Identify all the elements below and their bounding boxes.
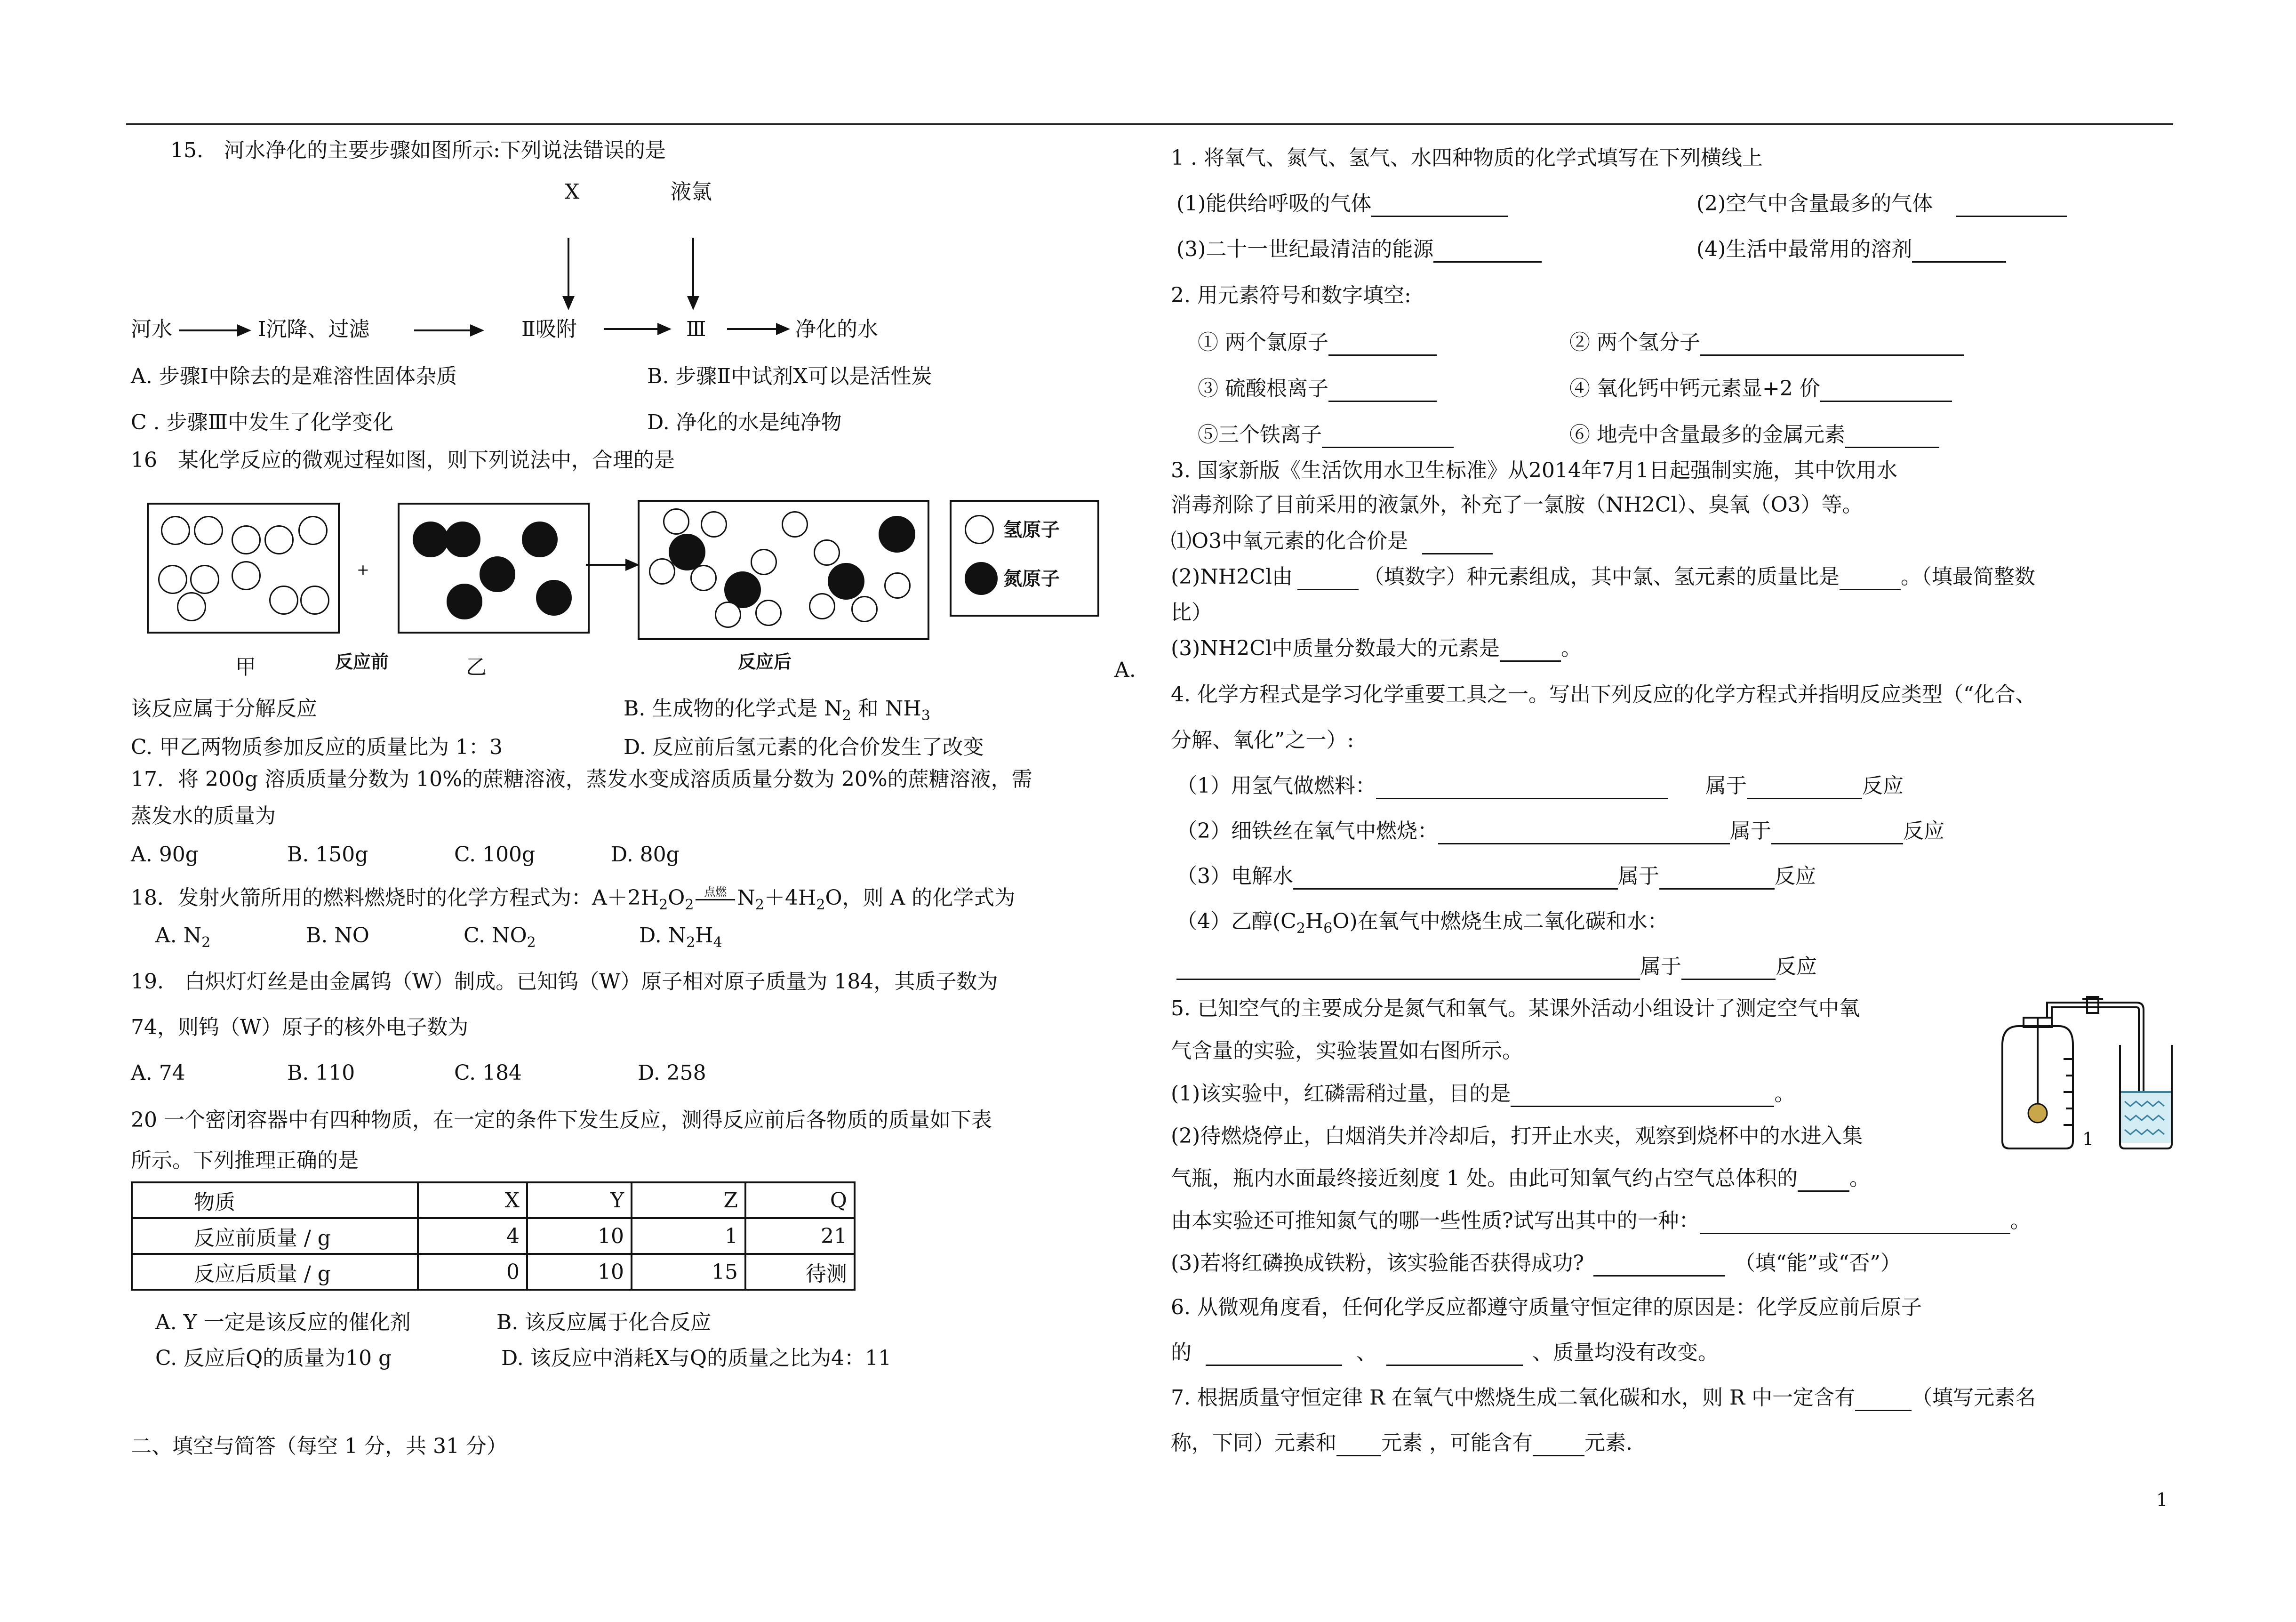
- q18-condition: 点燃: [696, 885, 735, 900]
- q16-label-yi: 乙: [466, 655, 487, 679]
- q16-option-a: 该反应属于分解反应: [131, 697, 317, 721]
- q5-scale-mark-1: 1: [2082, 1129, 2094, 1149]
- hydrogen-atom: [161, 516, 190, 545]
- answer-blank[interactable]: [1206, 1344, 1342, 1366]
- q17-line2: 蒸发水的质量为: [131, 804, 276, 828]
- r-q1-p3: (3)二十一世纪最清洁的能源: [1176, 236, 1542, 263]
- hydrogen-atom: [264, 525, 294, 554]
- hydrogen-atom: [300, 586, 329, 615]
- answer-blank[interactable]: [1336, 1434, 1381, 1456]
- table-cell: 0: [418, 1254, 527, 1290]
- q15-option-c: C . 步骤Ⅲ中发生了化学变化: [131, 410, 394, 434]
- table-row: [132, 1254, 855, 1290]
- r-q5-p3: (3)若将红磷换成铁粉，该实验能否获得成功? （填“能”或“否”）: [1171, 1250, 1901, 1277]
- table-cell: 反应后质量 / g: [132, 1254, 418, 1290]
- hydrogen-atom: [232, 525, 261, 554]
- answer-blank[interactable]: [1322, 426, 1454, 448]
- hydrogen-atom: [782, 511, 808, 538]
- q18-option-c: C. $NO_2$: [464, 923, 536, 951]
- answer-blank[interactable]: [1433, 241, 1542, 263]
- answer-blank[interactable]: [1820, 380, 1952, 402]
- q16-label-before: 反应前: [335, 651, 389, 672]
- hydrogen-atom: [715, 602, 741, 628]
- hydrogen-atom: [701, 511, 727, 538]
- r-q2-p6: ⑥ 地壳中含量最多的金属元素: [1569, 422, 1939, 448]
- q17-option-c: C. 100g: [454, 843, 536, 867]
- arrow-down-chlorine: [692, 238, 694, 307]
- q15-reagent-chlorine: 液氯: [671, 180, 712, 204]
- flow-arrow-3: [604, 328, 670, 330]
- q16-product-box: [638, 500, 929, 640]
- nitrogen-atom: [828, 563, 864, 600]
- answer-blank[interactable]: [1293, 867, 1618, 890]
- table-cell: 4: [418, 1218, 527, 1254]
- section-2-heading: 二、填空与简答（每空 1 分，共 31 分）: [131, 1434, 507, 1458]
- answer-blank[interactable]: [1956, 195, 2067, 217]
- hydrogen-atom: [649, 558, 675, 585]
- nitrogen-atom: [445, 522, 480, 557]
- q18-stem: 18．发射火箭所用的燃料燃烧时的化学方程式为：$A+2H_2O_2$点燃 $N_2+4H_2O$，则 A 的化学式为: [131, 885, 1016, 913]
- q19-option-a: A. 74: [131, 1061, 185, 1085]
- r-q3-p2: (2)NH2Cl由 （填数字）种元素组成，其中氯、氢元素的质量比是 。（填最简整数: [1171, 564, 2035, 590]
- hydrogen-atom: [298, 516, 328, 545]
- r-q2-p2: ② 两个氢分子: [1569, 329, 1964, 356]
- q19-line1: 19. 白炽灯灯丝是由金属钨（W）制成。已知钨（W）原子相对原子质量为 184，其质子数为: [131, 970, 998, 994]
- r-q5-p2a: (2)待燃烧停止，白烟消失并冷却后，打开止水夹，观察到烧杯中的水进入集: [1171, 1124, 1863, 1148]
- answer-blank[interactable]: [1700, 1212, 2010, 1234]
- flow-arrow-4: [727, 328, 788, 330]
- q15-step3: Ⅲ: [686, 317, 706, 341]
- q17-option-b: B. 150g: [287, 843, 368, 867]
- nitrogen-atom: [536, 580, 572, 616]
- q16-option-a-marker: A.: [1114, 658, 1136, 682]
- q16-option-c: C. 甲乙两物质参加反应的质量比为 1：3: [131, 735, 503, 759]
- hydrogen-atom: [755, 600, 782, 626]
- hydrogen-atom-legend: [965, 515, 994, 544]
- q18-option-a: A. $N_2$: [155, 923, 211, 951]
- r-q4-p3: （3）电解水 属于 反应: [1176, 863, 1816, 890]
- hydrogen-atom: [194, 516, 223, 545]
- answer-blank[interactable]: [1328, 334, 1437, 356]
- table-cell: 反应前质量 / g: [132, 1218, 418, 1254]
- nitrogen-atom: [480, 556, 515, 592]
- answer-blank[interactable]: [1533, 1434, 1584, 1456]
- table-cell: 待测: [745, 1254, 855, 1290]
- nitrogen-atom-legend: [965, 562, 998, 595]
- r-q3-line1: 3. 国家新版《生活饮用水卫生标准》从2014年7月1日起强制实施，其中饮用水: [1171, 458, 1897, 482]
- answer-blank[interactable]: [1176, 958, 1640, 980]
- hydrogen-atom: [884, 572, 911, 599]
- hydrogen-atom: [190, 565, 219, 594]
- q18-option-d: D. $N_2H_4$: [639, 923, 722, 951]
- answer-blank[interactable]: [1511, 1085, 1774, 1107]
- table-cell: 10: [527, 1218, 632, 1254]
- answer-blank[interactable]: [1297, 568, 1359, 590]
- r-q1-p2: (2)空气中含量最多的气体: [1696, 191, 2067, 217]
- nitrogen-atom: [522, 522, 558, 557]
- answer-blank[interactable]: [1700, 334, 1964, 356]
- q16-reaction-arrow: [586, 564, 638, 566]
- answer-blank[interactable]: [1386, 1344, 1523, 1366]
- legend-hydrogen: 氢原子: [1003, 519, 1060, 541]
- q20-line2: 所示。下列推理正确的是: [131, 1148, 359, 1172]
- r-q4-line2: 分解、氧化”之一）:: [1171, 728, 1354, 752]
- table-header-row: [132, 1182, 855, 1218]
- red-phosphorus: [2028, 1104, 2047, 1123]
- q20-option-b: B. 该反应属于化合反应: [496, 1310, 712, 1334]
- q19-option-b: B. 110: [287, 1061, 355, 1085]
- r-q5-p2c: 由本实验还可推知氮气的哪一些性质?试写出其中的一种： 。: [1171, 1208, 2031, 1234]
- q20-mass-table: [131, 1181, 856, 1291]
- r-q1-p4: (4)生活中最常用的溶剂: [1696, 236, 2006, 263]
- q16-reactant-jia-box: [147, 503, 340, 634]
- arrow-down-x: [568, 238, 569, 307]
- r-q2-p1: ① 两个氯原子: [1198, 329, 1437, 356]
- q20-option-c: C. 反应后Q的质量为10 g: [155, 1346, 392, 1370]
- nitrogen-atom: [879, 516, 915, 553]
- answer-blank[interactable]: [1328, 380, 1437, 402]
- r-q6-line2: 的 、 、质量均没有改变。: [1171, 1340, 1719, 1366]
- hydrogen-atom: [809, 593, 835, 619]
- r-q4-p2: （2）细铁丝在氧气中燃烧： 属于 反应: [1176, 818, 1944, 844]
- q18-option-b: B. NO: [306, 923, 369, 948]
- table-cell: 1: [632, 1218, 745, 1254]
- q20-option-a: A. Y 一定是该反应的催化剂: [155, 1310, 411, 1334]
- q19-option-c: C. 184: [454, 1061, 522, 1085]
- legend-nitrogen: 氮原子: [1003, 568, 1060, 590]
- q15-reagent-x: X: [565, 180, 580, 204]
- r-q5-p1: (1)该实验中，红磷需稍过量，目的是 。: [1171, 1081, 1795, 1107]
- answer-blank[interactable]: [1422, 532, 1493, 554]
- page-number: 1: [2156, 1489, 2168, 1510]
- q15-step2: Ⅱ吸附: [521, 317, 577, 341]
- hydrogen-atom: [663, 508, 689, 535]
- r-q4-p1: （1）用氢气做燃料： 属于 反应: [1176, 773, 1904, 799]
- hydrogen-atom: [690, 565, 717, 591]
- r-q6-line1: 6. 从微观角度看，任何化学反应都遵守质量守恒定律的原因是：化学反应前后原子: [1171, 1295, 1922, 1319]
- q17-option-a: A. 90g: [131, 843, 199, 867]
- top-rule: [126, 123, 2173, 125]
- r-q5-p2b: 气瓶，瓶内水面最终接近刻度 1 处。由此可知氧气约占空气总体积的 。: [1171, 1165, 1870, 1192]
- table-header-cell: Z: [632, 1182, 745, 1218]
- table-cell: 10: [527, 1254, 632, 1290]
- r-q2-p4: ④ 氧化钙中钙元素显+2 价: [1569, 376, 1952, 402]
- table-row: [132, 1218, 855, 1254]
- table-cell: 15: [632, 1254, 745, 1290]
- r-q3-line2: 消毒剂除了目前采用的液氯外，补充了一氯胺（NH2Cl）、臭氧（O3）等。: [1171, 493, 1863, 517]
- q15-stem: 15. 河水净化的主要步骤如图所示:下列说法错误的是: [170, 138, 666, 162]
- r-q3-p2-cont: 比）: [1171, 601, 1212, 625]
- table-header-cell: Y: [527, 1182, 632, 1218]
- r-q7-line2: 称，下同）元素和 元素 ，可能含有 元素.: [1171, 1430, 1632, 1456]
- q16-legend-box: [950, 500, 1099, 617]
- q15-option-a: A. 步骤Ⅰ中除去的是难溶性固体杂质: [131, 364, 457, 388]
- q15-option-b: B. 步骤Ⅱ中试剂X可以是活性炭: [647, 364, 932, 388]
- r-q4-line1: 4. 化学方程式是学习化学重要工具之一。写出下列反应的化学方程式并指明反应类型（“化合、: [1171, 683, 2036, 707]
- q15-clean-water: 净化的水: [795, 317, 878, 341]
- q16-stem: 16 某化学反应的微观过程如图，则下列说法中，合理的是: [131, 448, 675, 472]
- answer-blank[interactable]: [1500, 640, 1561, 662]
- table-header-cell: 物质: [132, 1182, 418, 1218]
- answer-blank[interactable]: [1681, 958, 1776, 980]
- q19-line2: 74，则钨（W）原子的核外电子数为: [131, 1015, 469, 1039]
- flow-arrow-2: [414, 329, 482, 331]
- q15-step1: Ⅰ沉降、过滤: [258, 317, 370, 341]
- q19-option-d: D. 258: [638, 1061, 706, 1085]
- r-q2-p5: ⑤三个铁离子: [1198, 422, 1454, 448]
- answer-blank[interactable]: [1840, 568, 1901, 590]
- answer-blank[interactable]: [1438, 822, 1730, 844]
- r-q3-p3: (3)NH2Cl中质量分数最大的元素是 。: [1171, 635, 1582, 662]
- hydrogen-atom: [232, 561, 261, 590]
- q16-label-jia: 甲: [235, 655, 256, 679]
- hydrogen-atom: [751, 549, 777, 575]
- answer-blank[interactable]: [1376, 777, 1668, 799]
- nitrogen-atom: [447, 584, 482, 619]
- hydrogen-atom: [177, 592, 206, 621]
- table-cell: 21: [745, 1218, 855, 1254]
- q17-line1: 17．将 200g 溶质质量分数为 10%的蔗糖溶液，蒸发水变成溶质质量分数为 20%的蔗糖溶液，需: [131, 767, 1032, 791]
- q16-plus: +: [357, 561, 369, 578]
- table-header-cell: Q: [745, 1182, 855, 1218]
- answer-blank[interactable]: [1747, 777, 1862, 799]
- q16-option-d: D. 反应前后氢元素的化合价发生了改变: [624, 735, 984, 759]
- answer-blank[interactable]: [1659, 867, 1775, 890]
- q20-option-d: D. 该反应中消耗X与Q的质量之比为4：11: [501, 1346, 892, 1370]
- hydrogen-atom: [814, 539, 840, 566]
- q15-river: 河水: [131, 317, 172, 341]
- r-q1-stem: 1 . 将氧气、氮气、氢气、水四种物质的化学式填写在下列横线上: [1171, 146, 1763, 170]
- q20-line1: 20 一个密闭容器中有四种物质，在一定的条件下发生反应，测得反应前后各物质的质量如下表: [131, 1108, 992, 1132]
- r-q1-p1: (1)能供给呼吸的气体: [1176, 191, 1508, 217]
- answer-blank[interactable]: [1855, 1389, 1912, 1411]
- r-q2-p3: ③ 硫酸根离子: [1198, 376, 1437, 402]
- q15-option-d: D. 净化的水是纯净物: [647, 410, 842, 434]
- q16-option-b: B. 生成物的化学式是 $N_2$ 和 $NH_3$: [624, 697, 930, 724]
- r-q2-stem: 2. 用元素符号和数字填空:: [1171, 283, 1411, 307]
- table-header-cell: X: [418, 1182, 527, 1218]
- nitrogen-atom: [413, 522, 448, 557]
- q16-reactant-yi-box: [398, 503, 590, 634]
- hydrogen-atom: [851, 596, 878, 622]
- answer-blank[interactable]: [1798, 1170, 1849, 1192]
- answer-blank[interactable]: [1845, 426, 1939, 448]
- r-q4-p4: （4）乙醇$(C_2H_6O)$在氧气中燃烧生成二氧化碳和水：: [1176, 909, 1668, 937]
- r-q5-line1: 5. 已知空气的主要成分是氮气和氧气。某课外活动小组设计了测定空气中氧: [1171, 996, 1860, 1020]
- q17-option-d: D. 80g: [611, 843, 680, 867]
- flow-arrow-1: [179, 329, 249, 331]
- r-q5-line2: 气含量的实验，实验装置如右图所示。: [1171, 1039, 1523, 1063]
- r-q7-line1: 7. 根据质量守恒定律 R 在氧气中燃烧生成二氧化碳和水，则 R 中一定含有 （填写元素名: [1171, 1385, 2036, 1411]
- hydrogen-atom: [158, 565, 187, 594]
- answer-blank[interactable]: [1371, 195, 1508, 217]
- q16-label-after: 反应后: [738, 651, 792, 672]
- answer-blank[interactable]: [1771, 822, 1903, 844]
- answer-blank[interactable]: [1593, 1254, 1725, 1277]
- answer-blank[interactable]: [1912, 241, 2006, 263]
- r-q3-p1: ⑴O3中氧元素的化合价是: [1171, 528, 1493, 554]
- hydrogen-atom: [269, 586, 298, 615]
- r-q4-p4-answer: 属于 反应: [1176, 954, 1817, 980]
